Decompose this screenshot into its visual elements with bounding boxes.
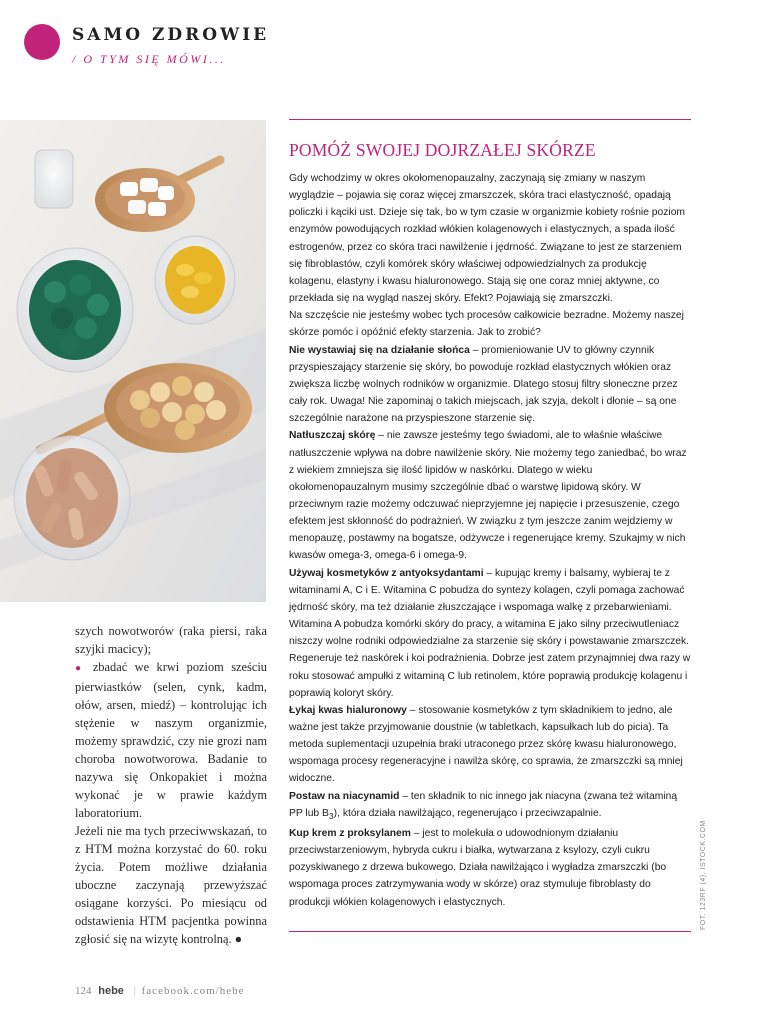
tip-antioxidants [289,565,693,702]
tip-niacinamide [289,788,693,825]
page-footer [75,985,244,997]
tip-text: ), która działa nawilżająco, regenerująco i przeciwzapalnie. [333,807,602,819]
tip-text: – stosowanie kosmetyków z tym składnikiem to jedno, ale ważne jest także przyjmowanie doustnie (w tabletkach, kapsułkach lub do picia). Ta metoda suplementacji uzupełnia braki utraconego przez skórę kwasu hialuronowego, wspomaga procesy regeneracyjne i nawilża skórę, co sprawia, że zmarszczki są mniej widoczne. [289,704,683,785]
article-body [289,170,693,911]
section-title: SAMO ZDROWIE [72,25,270,45]
top-rule [289,119,691,120]
left-bullet-text: zbadać we krwi poziom sześciu pierwiastków (selen, cynk, kadm, ołów, arsen, miedź) – kontrolując ich stężenie w naszym organizmie, możemy sprawdzić, czy nie grozi nam choroba nowotworowa. Badanie to nazywa się Onkopakiet i można wykonać je w prawie każdym laboratorium. [75,660,268,820]
tip-hyaluronic [289,702,693,788]
tip-heading: Kup krem z proksylanem [289,827,411,839]
left-paragraph [75,822,267,948]
tip-sun [289,342,693,428]
tip-heading: Natłuszczaj skórę [289,430,376,442]
brand-logo: hebe [98,985,124,997]
section-subtitle: / O TYM SIĘ MÓWI... [72,52,226,66]
tip-heading: Używaj kosmetyków z antyoksydantami [289,567,484,579]
tip-text: – jest to molekuła o udowodnionym działaniu przeciwstarzeniowym, hybryda cukru i białka, wytwarzana z ksylozy, czyli cukru pozyskiwanego z drzewa bukowego. Działa nawilżająco i wygładza zmarszczki (bo wspomaga proces zatrzymywania wody w skórze) oraz stymuluje fibroblasty do produkcji włókien kolagenowych i elastycznych. [289,827,667,908]
article-intro-2: Na szczęście nie jesteśmy wobec tych procesów całkowicie bezradne. Możemy naszej skórze pomóc i opóźnić efekty starzenia. Jak to zrobić? [289,310,684,339]
tip-text: – promieniowanie UV to główny czynnik przyspieszający starzenie się skóry, bo powoduje rozkład elastycznych włókien oraz zwiększa liczbę wolnych rodników w organizmie. Dlatego stosuj filtry słoneczne przez cały rok. Uwaga! Nie zapominaj o takich miejscach, jak szyja, dekolt i dłonie – są one szczególnie narażone na przyspieszone starzenie się. [289,344,678,425]
footer-separator: | [133,985,136,997]
tip-moisturize [289,427,693,564]
left-column-text [75,622,267,948]
left-paragraph-bullet [75,658,267,822]
left-paragraph-text: Jeżeli nie ma tych przeciwwskazań, to z HTM można korzystać do 60. roku życia. Potem możliwe działania uboczne zaczynają przewyższać osiągane korzyści. Po miesiącu od odstawienia HTM pacjentka powinna zgłosić się na wizytę kontrolną. [75,824,267,946]
supplements-photo [0,120,266,602]
bullet-icon: ● [75,663,86,674]
page-number: 124 [75,985,92,997]
article-intro: Gdy wchodzimy w okres okołomenopauzalny, zaczynają się zmiany w naszym wyglądzie – pojawia się coraz więcej zmarszczek, skóra traci elastyczność, opadają policzki i kąciki ust. Dzieje się tak, bo w tym czasie w organizmie kobiety rośnie poziom enzymów powodujących rozkład włókien kolagenowych i elastycznych, a spada ilość estrogenów, przez co skóra traci nawilżenie i jędrność. Związane to jest ze starzeniem się fibroblastów, czyli komórek skóry właściwej odpowiedzialnych za produkcję kolagenu, elastyny i kwasu hialuronowego. Stają się one coraz mniej aktywne, co przekłada się na wygląd naszej skóry. Efekt? Pojawiają się zmarszczki. [289,173,686,305]
tip-subscript: 3 [328,810,334,821]
bottom-rule [289,931,691,932]
footer-site-link[interactable]: facebook.com/hebe [141,985,245,997]
tip-text: – nie zawsze jesteśmy tego świadomi, ale to właśnie właściwe natłuszczenie wpływa na dobre nawilżenie skóry. Nie możemy tego zaniedbać, bo wraz z wiekiem zmniejsza się ilość lipidów w naskórku. Dlatego w wieku okołomenopauzalnym musimy szczególnie dbać o warstwę lipidową skóry. W przeciwnym razie możemy odczuwać nieprzyjemne jej napięcie i przesuszenie, czego efektem jest skłonność do podrażnień. W związku z tym jeszcze zanim wejdziemy w menopauzę, postawmy na bogatsze, odżywcze i regenerujące kremy. Szukajmy w nich kwasów omega-3, omega-6 i omega-9. [289,430,687,562]
tip-heading: Postaw na niacynamid [289,790,400,802]
article-title: POMÓŻ SWOJEJ DOJRZAŁEJ SKÓRZE [289,140,596,160]
section-marker-circle [24,24,60,60]
photo-credit: FOT. 123RF (4), ISTOCK.COM [700,820,707,930]
tip-text: – kupując kremy i balsamy, wybieraj te z witaminami A, C i E. Witamina C pobudza do syntezy kolagen, czyli pomaga zachować jędrność skóry, ma też działanie złuszczające i wspomaga walkę z przebarwieniami. Witamina A pobudza komórki skóry do pracy, a witamina E jako silny przeciwutleniacz niszczy wolne rodniki odpowiedzialne za starzenie się skóry i powstawanie zmarszczek. Regeneruje też naskórek i koi podrażnienia. Dobrze jest zatem przynajmniej dwa razy w roku stosować ampułki z witaminą C lub retinolem, które poprawią produkcję kolagenu i poprawią koloryt skóry. [289,567,691,699]
tip-heading: Łykaj kwas hialuronowy [289,704,407,716]
left-paragraph: szych nowotworów (raka piersi, raka szyjki macicy); [75,624,267,656]
tip-proxylane [289,825,693,911]
end-mark-icon: ● [234,932,243,946]
tip-heading: Nie wystawiaj się na działanie słońca [289,344,470,356]
tip-text: – ten składnik to nic innego jak niacyna (zwana też witaminą PP lub B [289,790,678,819]
